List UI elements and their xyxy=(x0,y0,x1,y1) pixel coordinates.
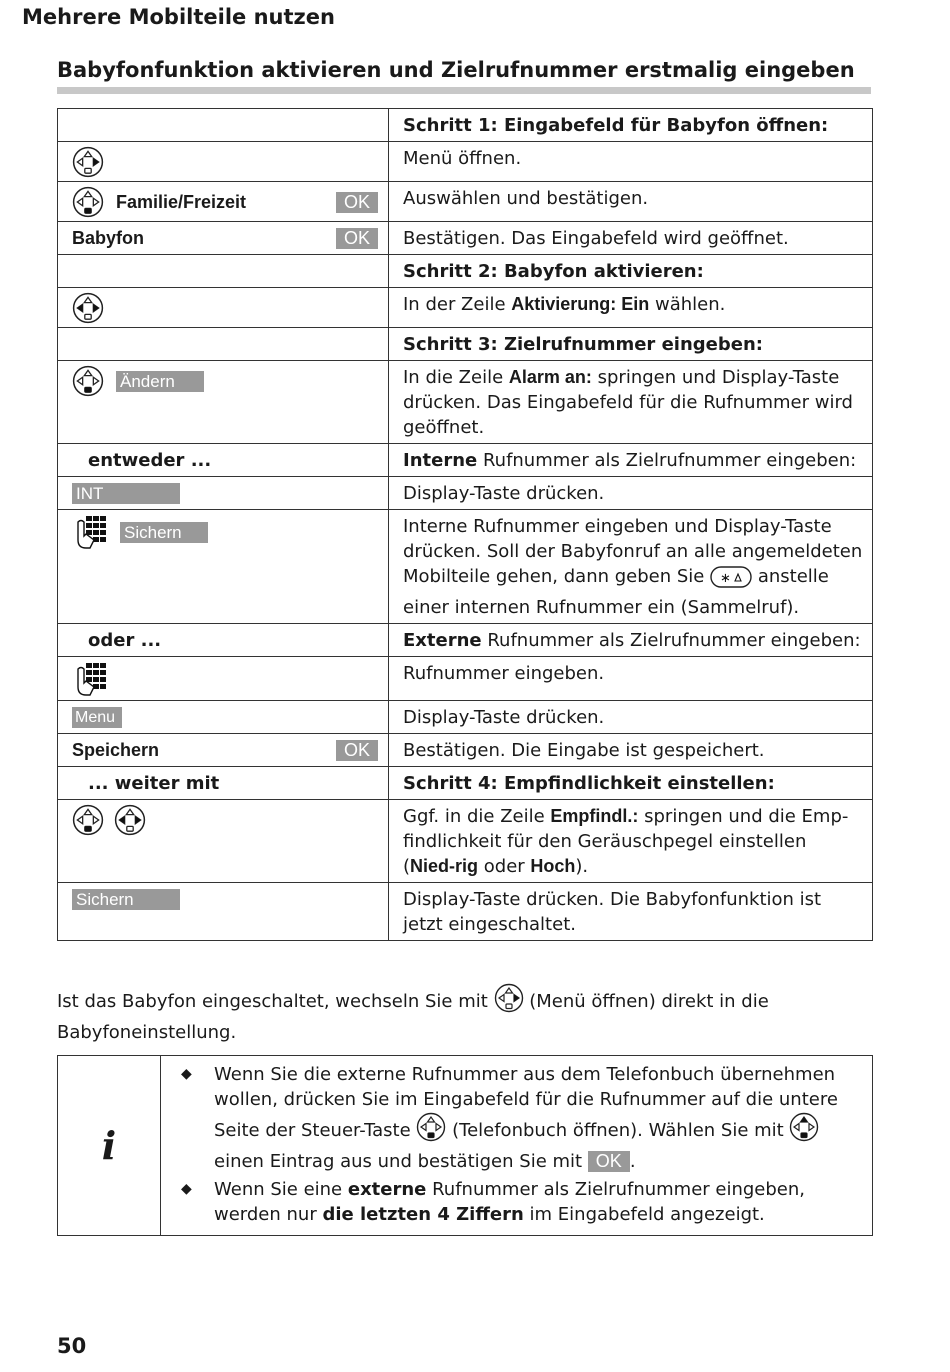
table-row: Sichern Display-Taste drücken. Die Babyfonfunktion ist jetzt eingeschaltet. xyxy=(58,883,873,941)
table-row: Ändern In die Zeile Alarm an: springen und Display-Taste drücken. Das Eingabefeld für die Rufnummer wird geöffnet. xyxy=(58,361,873,444)
table-row xyxy=(58,328,873,361)
step-3-heading: Schritt 3: Zielrufnummer eingeben: xyxy=(403,334,763,355)
table-row: INT Display-Taste drücken. xyxy=(58,477,873,510)
step-2-heading: Schritt 2: Babyfon aktivieren: xyxy=(403,261,704,282)
table-row: Sichern Interne Rufnummer eingeben und Display-Taste drücken. Soll der Babyfonruf an alle angemeldeten Mobilteile gehen, dann geben Sie ∗ anstelle einer internen Rufnummer ein (Sammelruf). xyxy=(58,510,873,624)
table-row: In der Zeile Aktivierung: Ein wählen. xyxy=(58,288,873,328)
table-row: Ggf. in die Zeile Empfindl.: springen und die Emp-findlichkeit für den Geräuschpegel einstellen (Nied-rig oder Hoch). xyxy=(58,800,873,883)
page-header: Mehrere Mobilteile nutzen xyxy=(22,5,335,29)
menu-display-key[interactable]: Menu xyxy=(72,707,122,728)
table-row: Speichern OK Bestätigen. Die Eingabe ist gespeichert. xyxy=(58,734,873,767)
table-row: Menu Display-Taste drücken. xyxy=(58,701,873,734)
bullet-diamond-icon: ◆ xyxy=(181,1181,192,1197)
table-row: oder ... Externe Rufnummer als Zielrufnummer eingeben: xyxy=(58,624,873,657)
star-key-icon xyxy=(710,566,752,595)
menu-item-label: Familie/Freizeit xyxy=(116,191,247,212)
nav-key-down-icon xyxy=(72,804,104,836)
table-row: Menü öffnen. xyxy=(58,142,873,182)
step-1-heading: Schritt 1: Eingabefeld für Babyfon öffnen: xyxy=(403,115,829,136)
nav-key-left-right-icon xyxy=(114,804,146,836)
table-row: ... weiter mit Schritt 4: Empfindlichkeit einstellen: xyxy=(58,767,873,800)
sichern-display-key[interactable]: Sichern xyxy=(72,889,180,910)
title-rule xyxy=(57,87,871,94)
table-row: Babyfon OK Bestätigen. Das Eingabefeld wird geöffnet. xyxy=(58,222,873,255)
list-item: ◆ Wenn Sie die externe Rufnummer aus dem Telefonbuch übernehmen wollen, drücken Sie im Eingabefeld für die Rufnummer auf die untere Seite der Steuer-Taste (Telefonbuch öffnen). Wählen Sie mit einen Eintrag aus und bestätigen Sie mit OK . xyxy=(181,1064,838,1172)
ok-display-key[interactable]: OK xyxy=(336,192,378,213)
nav-key-down-icon xyxy=(72,365,104,397)
ok-display-key[interactable]: OK xyxy=(336,740,378,761)
table-row: entweder ... Interne Rufnummer als Zielrufnummer eingeben: xyxy=(58,444,873,477)
step-4-heading: Schritt 4: Empfindlichkeit einstellen: xyxy=(403,773,775,794)
svg-text:∗: ∗ xyxy=(720,571,731,586)
steps-table xyxy=(57,108,873,941)
nav-key-down-icon xyxy=(72,186,104,218)
menu-item-label: Speichern xyxy=(72,740,160,760)
info-box xyxy=(57,1055,873,1236)
page-number: 50 xyxy=(57,1334,87,1358)
keypad-icon xyxy=(72,514,108,550)
nav-key-right-icon xyxy=(72,146,104,178)
keypad-icon xyxy=(72,661,108,697)
section-title: Babyfonfunktion aktivieren und Zielrufnummer erstmalig eingeben xyxy=(57,58,855,82)
table-row xyxy=(58,255,873,288)
menu-item-label: Babyfon xyxy=(72,228,144,248)
nav-key-right-icon xyxy=(494,983,524,1020)
ok-display-key[interactable]: OK xyxy=(336,228,378,249)
nav-key-up-down-icon xyxy=(789,1112,819,1149)
bullet-diamond-icon: ◆ xyxy=(181,1066,192,1082)
nav-key-left-right-icon xyxy=(72,292,104,324)
table-row: Rufnummer eingeben. xyxy=(58,657,873,701)
int-display-key[interactable]: INT xyxy=(72,483,180,504)
table-row: Familie/Freizeit OK Auswählen und bestätigen. xyxy=(58,182,873,222)
nav-key-down-icon xyxy=(416,1112,446,1149)
ok-display-key[interactable]: OK xyxy=(588,1151,630,1172)
body-paragraph: Ist das Babyfon eingeschaltet, wechseln Sie mit (Menü öffnen) direkt in die Babyfoneinstellung. xyxy=(57,983,857,1045)
sichern-display-key[interactable]: Sichern xyxy=(120,522,208,543)
table-row xyxy=(58,109,873,142)
aendern-display-key[interactable]: Ändern xyxy=(116,371,204,392)
list-item: ◆ Wenn Sie eine externe Rufnummer als Zielrufnummer eingeben, werden nur die letzten 4 Ziffern im Eingabefeld angezeigt. xyxy=(181,1179,806,1225)
info-icon: i xyxy=(58,1056,161,1236)
